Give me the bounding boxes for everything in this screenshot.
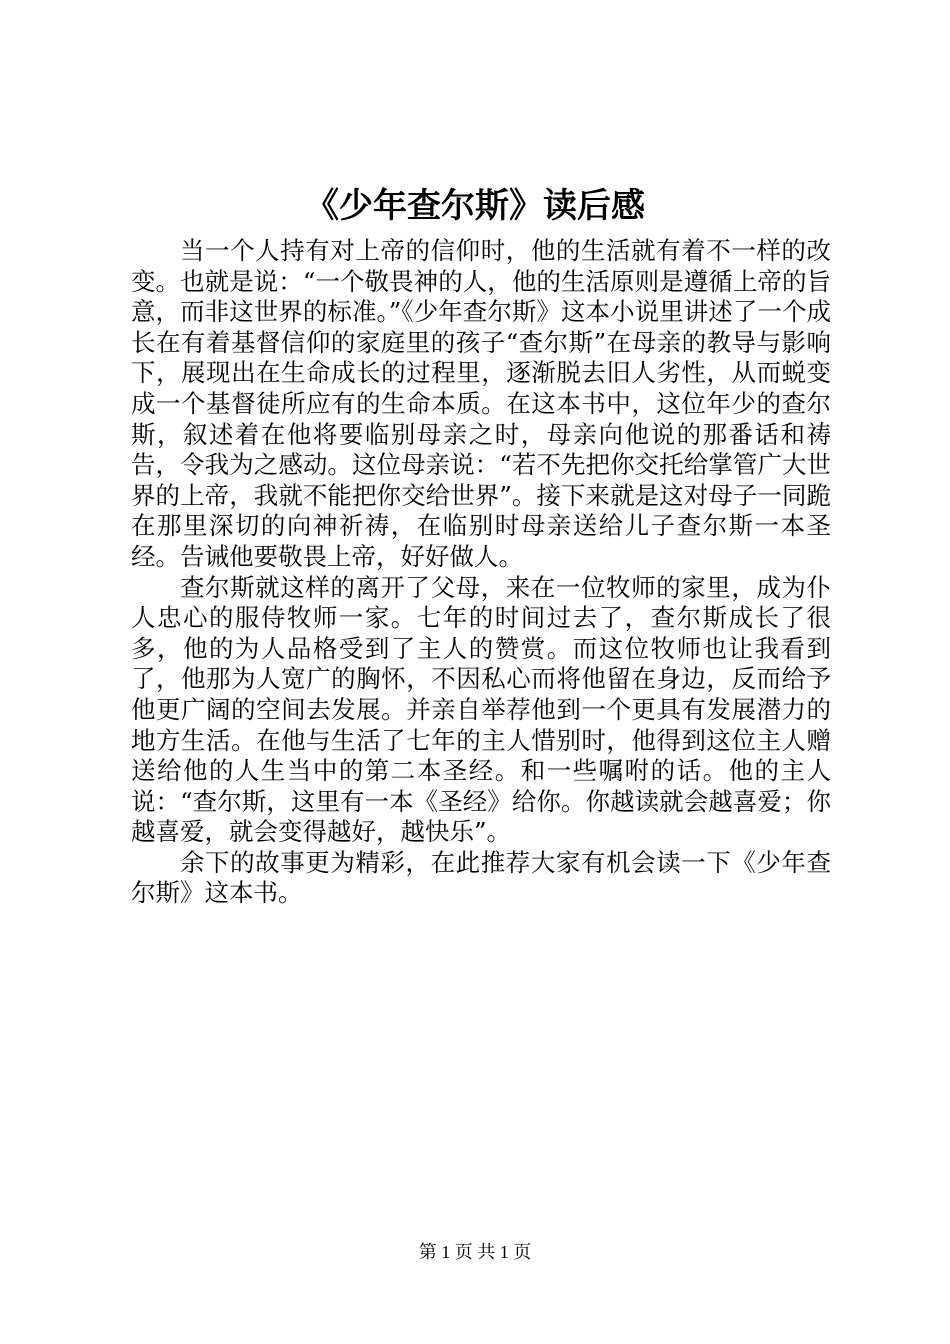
paragraph: 当一个人持有对上帝的信仰时，他的生活就有着不一样的改变。也就是说：“一个敬畏神的人，他的生活原则是遵循上帝的旨意，而非这世界的标准。”《少年查尔斯》这本小说里讲述了一个成长在有着基督信仰的家庭里的孩子“查尔斯”在母亲的教导与影响下，展现出在生命成长的过程里，逐渐脱去旧人劣性，从而蜕变成一个基督徒所应有的生命本质。在这本书中，这位年少的查尔斯，叙述着在他将要临别母亲之时，母亲向他说的那番话和祷告，令我为之感动。这位母亲说：“若不先把你交托给掌管广大世界的上帝，我就不能把你交给世界”。接下来就是这对母子一同跪在那里深切的向神祈祷，在临别时母亲送给儿子查尔斯一本圣经。告诫他要敬畏上帝，好好做人。 xyxy=(131,236,831,571)
document-title: 《少年查尔斯》读后感 xyxy=(305,186,645,226)
document-body xyxy=(131,236,831,909)
paragraph: 查尔斯就这样的离开了父母，来在一位牧师的家里，成为仆人忠心的服侍牧师一家。七年的时间过去了，查尔斯成长了很多，他的为人品格受到了主人的赞赏。而这位牧师也让我看到了，他那为人宽广的胸怀，不因私心而将他留在身边，反而给予他更广阔的空间去发展。并亲自举荐他到一个更具有发展潜力的地方生活。在他与生活了七年的主人惜别时，他得到这位主人赠送给他的人生当中的第二本圣经。和一些嘱咐的话。他的主人说：“查尔斯，这里有一本《圣经》给你。你越读就会越喜爱；你越喜爱，就会变得越好，越快乐”。 xyxy=(131,572,831,847)
page-number-footer: 第 1 页 共 1 页 xyxy=(418,1242,532,1262)
paragraph: 余下的故事更为精彩，在此推荐大家有机会读一下《少年查尔斯》这本书。 xyxy=(131,847,831,908)
